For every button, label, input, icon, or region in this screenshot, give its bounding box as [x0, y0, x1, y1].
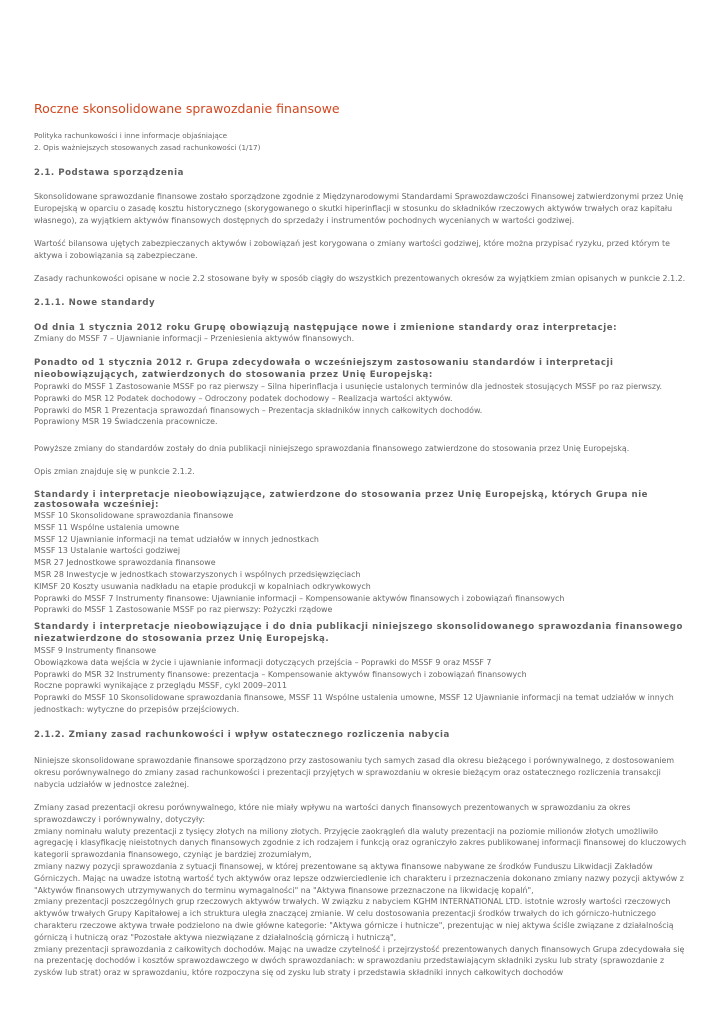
block-heading: Standardy i interpretacje nieobowiązujące, zatwierdzone do stosowania przez Unię Europejską, których Grupa nie zastosowała wcześniej: [34, 490, 649, 510]
list-item: MSR 27 Jednostkowe sprawozdania finansowe [34, 558, 216, 568]
list-item: Poprawiony MSR 19 Świadczenia pracownicze. [34, 417, 218, 427]
list-item: Obowiązkowa data wejścia w życie i ujawnianie informacji dotyczących przejścia – Poprawki do MSSF 9 oraz MSSF 7 [34, 657, 492, 667]
list-item: zmiany prezentacji poszczególnych grup rzeczowych aktywów trwałych. W związku z nabyciem KGHM INTERNATIONAL LTD. istotnie wzrosły wartości rzeczowych aktywów trwałych Grupy Kapitałowej a ich struktura uległa znaczącej zmianie. W celu dostosowania prezentacji środków trwałych do ich górniczo-hutniczego charakteru rzeczowe aktywa trwałe podzielono na dwie główne kategorie: "Aktywa górnicze i hutnicze", prezentując w niej aktywa ściśle związane z działalnością górniczą i hutniczą oraz "Pozostałe aktywa niezwiązane z działalnością górniczą i hutniczą", [34, 897, 674, 942]
paragraph-accounting-policies: Zasady rachunkowości opisane w nocie 2.2 stosowane były w sposób ciągły do wszystkich prezentowanych okresów za wyjątkiem zmian opisanych w punkcie 2.1.2. [34, 274, 686, 283]
page-title: Roczne skonsolidowane sprawozdanie finansowe [34, 101, 340, 116]
section-heading-2-1-2: 2.1.2. Zmiany zasad rachunkowości i wpływ ostatecznego rozliczenia nabycia [34, 730, 450, 740]
list-item: Zmiany zasad prezentacji okresu porównywalnego, które nie miały wpływu na wartości danych finansowych prezentowanych w sprawozdaniu za okres sprawozdawczy i porównywalny, dotyczyły: [34, 803, 631, 824]
block-heading: Standardy i interpretacje nieobowiązujące i do dnia publikacji niniejszego skonsolidowanego sprawozdania finansowego niezatwierdzone do stosowania przez Unię Europejską. [34, 622, 683, 644]
list-item: Poprawki do MSSF 10 Skonsolidowane sprawozdania finansowe, MSSF 11 Wspólne ustalenia umowne, MSSF 12 Ujawnianie informacji na temat udziałów w innych jednostkach: wytyczne do przepisów przejściowych. [34, 693, 674, 714]
paragraph-same-principles: Niniejsze skonsolidowane sprawozdanie finansowe sporządzono przy zastosowaniu tych samych zasad dla okresu bieżącego i porównywalnego, z dostosowaniem okresu porównywalnego do zmiany zasad rachunkowości i prezentacji przyjętych w sprawozdaniu w okresie bieżącym oraz ostatecznego rozliczenia transakcji nabycia udziałów w jednostce zależnej. [34, 756, 675, 789]
list-item: Poprawki do MSSF 1 Zastosowanie MSSF po raz pierwszy: Pożyczki rządowe [34, 605, 333, 615]
list-item: Poprawki do MSR 12 Podatek dochodowy – Odroczony podatek dochodowy – Realizacja wartości aktywów. [34, 393, 453, 403]
list-item: Poprawki do MSSF 1 Zastosowanie MSSF po raz pierwszy – Silna hiperinflacja i usunięcie ustalonych terminów dla jednostek stosujących MSSF po raz pierwszy. [34, 382, 663, 391]
list-item: Poprawki do MSSF 7 Instrumenty finansowe: Ujawnianie informacji – Kompensowanie aktywów finansowych i zobowiązań finansowych [34, 593, 565, 603]
block-early-adoption [34, 358, 690, 428]
block-not-approved-eu [34, 622, 690, 716]
section-heading-2-1-1: 2.1.1. Nowe standardy [34, 298, 156, 308]
paragraph-eu-approved: Powyższe zmiany do standardów zostały do dnia publikacji niniejszego sprawozdania finansowego zatwierdzone do stosowania przez Unię Europejską. [34, 444, 630, 453]
list-item: zmiany nazwy pozycji sprawozdania z sytuacji finansowej, w której prezentowane są aktywa finansowe nabywane ze środków Funduszu Likwidacji Zakładów Górniczych. Mając na uwadze istotną wartość tych aktywów oraz lepsze odzwierciedlenie ich charakteru i przeznaczenia dokonano zmiany nazwy pozycji aktywów z "Aktywów finansowych utrzymywanych do terminu wymagalności" na "Aktywa finansowe przeznaczone na likwidację kopalń", [34, 861, 684, 895]
breadcrumb [34, 130, 260, 154]
block-new-standards-2012 [34, 323, 690, 345]
list-item: MSSF 13 Ustalanie wartości godziwej [34, 546, 181, 556]
paragraph-see-section: Opis zmian znajduje się w punkcie 2.1.2. [34, 467, 195, 476]
list-item: MSSF 9 Instrumenty finansowe [34, 646, 157, 655]
block-heading: Ponadto od 1 stycznia 2012 r. Grupa zdecydowała o wcześniejszym zastosowaniu standardów i interpretacji nieobowiązujących, zatwierdzonych do stosowania przez Unię Europejską: [34, 358, 614, 380]
block-heading: Od dnia 1 stycznia 2012 roku Grupę obowiązują następujące nowe i zmienione standardy oraz interpretacje: [34, 323, 618, 333]
block-not-adopted-early [34, 490, 690, 616]
section-heading-2-1: 2.1. Podstawa sporządzenia [34, 168, 184, 178]
breadcrumb-section: Polityka rachunkowości i inne informacje objaśniające [34, 131, 228, 140]
list-item: Zmiany do MSSF 7 – Ujawnianie informacji – Przeniesienia aktywów finansowych. [34, 334, 355, 343]
list-item: MSSF 11 Wspólne ustalenia umowne [34, 522, 180, 532]
list-item: MSSF 12 Ujawnianie informacji na temat udziałów w innych jednostkach [34, 534, 319, 544]
list-item: Poprawki do MSR 1 Prezentacja sprawozdań finansowych – Prezentacja składników innych całkowitych dochodów. [34, 405, 483, 415]
block-presentation-changes [34, 802, 690, 979]
list-item: zmiany nominału waluty prezentacji z tysięcy złotych na miliony złotych. Przyjęcie zaokrągleń dla waluty prezentacji na poziomie milionów złotych umożliwiło agregację i klasyfikację nieistotnych danych finansowych zgodnie z ich rodzajem i funkcją oraz ograniczyło zakres publikowanej informacji finansowej do kluczowych kategorii sprawozdania finansowego, czyniąc je bardziej zrozumiałym, [34, 826, 687, 860]
list-item: zmiany prezentacji sprawozdania z całkowitych dochodów. Mając na uwadze czytelność i przejrzystość prezentowanych danych finansowych Grupa zdecydowała się na prezentację dochodów i kosztów sprawozdawczego w dwóch sprawozdaniach: w sprawozdaniu przedstawiającym składniki zysku lub straty (sprawozdanie z zysków lub strat) oraz w sprawozdaniu, które rozpoczyna się od zysku lub straty i przedstawia składniki innych całkowitych dochodów [34, 944, 685, 978]
list-item: MSR 28 Inwestycje w jednostkach stowarzyszonych i wspólnych przedsięwzięciach [34, 569, 361, 579]
breadcrumb-subsection: 2. Opis ważniejszych stosowanych zasad rachunkowości (1/17) [34, 143, 261, 152]
list-item: Roczne poprawki wynikające z przeglądu MSSF, cykl 2009–2011 [34, 681, 287, 691]
list-item: Poprawki do MSR 32 Instrumenty finansowe: prezentacja – Kompensowanie aktywów finansowych i zobowiązań finansowych [34, 669, 527, 679]
paragraph-hedged-assets: Wartość bilansowa ujętych zabezpieczanych aktywów i zobowiązań jest korygowana o zmiany wartości godziwej, które można przypisać ryzyku, przed którym te aktywa i zobowiązania są zabezpieczane. [34, 239, 670, 260]
list-item: MSSF 10 Skonsolidowane sprawozdania finansowe [34, 511, 234, 520]
list-item: KIMSF 20 Koszty usuwania nadkładu na etapie produkcji w kopalniach odkrywkowych [34, 581, 371, 591]
paragraph-basis: Skonsolidowane sprawozdanie finansowe zostało sporządzone zgodnie z Międzynarodowymi Standardami Sprawozdawczości Finansowej zatwierdzonymi przez Unię Europejską w oparciu o zasadę kosztu historycznego (skorygowanego o skutki hiperinflacji w stosunku do składników rzeczowych aktywów trwałych oraz kapitału własnego), za wyjątkiem aktywów finansowych dostępnych do sprzedaży i instrumentów pochodnych wycenianych w wartości godziwej. [34, 192, 684, 225]
